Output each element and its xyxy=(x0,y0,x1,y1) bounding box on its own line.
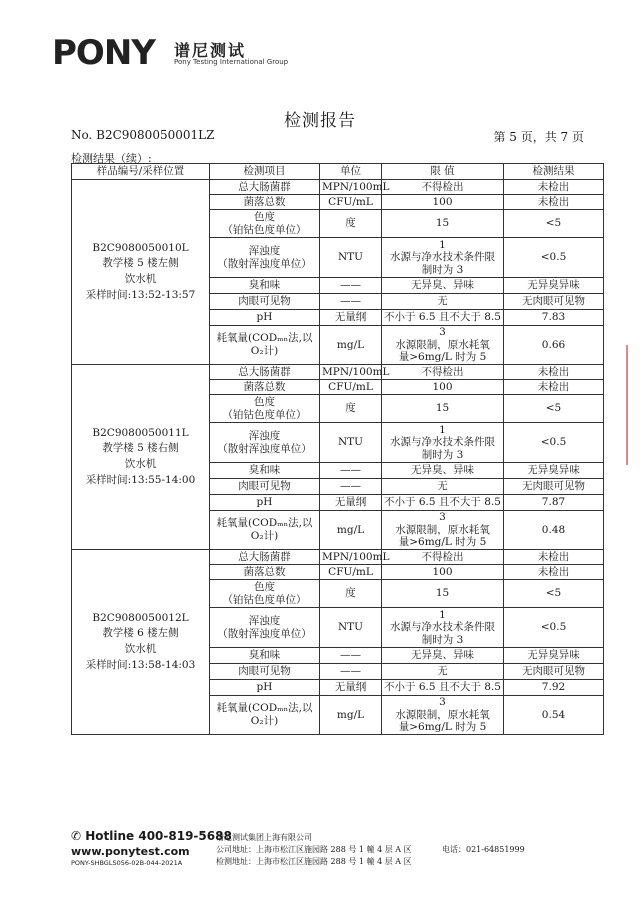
footer-company: 谱尼测试集团上海有限公司 xyxy=(216,833,312,842)
limit-cell xyxy=(382,495,504,511)
limit-cell-line: 100 xyxy=(432,565,453,578)
sample-cell xyxy=(72,180,210,365)
header-sample: 样品编号/采样位置 xyxy=(72,164,210,180)
sample-cell-line: B2C9080050012L xyxy=(92,611,189,624)
item-cell-line: 浑浊度 xyxy=(248,429,281,442)
item-cell-line: 臭和味 xyxy=(248,464,281,477)
header-result: 检测结果 xyxy=(504,164,604,180)
logo-company-en: Pony Testing International Group xyxy=(174,58,289,66)
results-label: 检测结果（续）: xyxy=(71,152,152,165)
item-cell xyxy=(210,463,320,479)
item-cell-line: 总大肠菌群 xyxy=(238,365,291,378)
limit-cell-line: 无 xyxy=(437,295,448,308)
limit-cell xyxy=(382,423,504,463)
limit-cell-line: 3 xyxy=(439,696,446,709)
limit-cell-line: 制时为 3 xyxy=(421,263,464,276)
result-cell: 未检出 xyxy=(504,550,604,565)
limit-cell-line: 3 xyxy=(439,326,446,339)
sample-cell-line: 教学楼 5 楼左侧 xyxy=(102,257,179,270)
table-row xyxy=(72,365,604,380)
item-cell-line: pH xyxy=(256,496,273,509)
limit-cell xyxy=(382,550,504,565)
item-cell-line: 臭和味 xyxy=(248,649,281,662)
limit-cell-line: 100 xyxy=(432,195,453,208)
item-cell xyxy=(210,238,320,278)
unit-cell: —— xyxy=(320,664,382,680)
limit-cell-line: 不小于 6.5 且不大于 8.5 xyxy=(384,496,501,509)
limit-cell xyxy=(382,310,504,326)
item-cell xyxy=(210,395,320,423)
item-cell-line: （散射浑浊度单位） xyxy=(217,257,312,270)
item-cell xyxy=(210,565,320,580)
unit-cell: —— xyxy=(320,278,382,294)
item-cell xyxy=(210,580,320,608)
item-cell xyxy=(210,664,320,680)
result-cell: <0.5 xyxy=(504,608,604,648)
limit-cell-line: 水源与净水技术条件限 xyxy=(390,621,495,634)
limit-cell xyxy=(382,238,504,278)
item-cell xyxy=(210,495,320,511)
sample-cell xyxy=(72,365,210,550)
unit-cell: —— xyxy=(320,648,382,664)
table-row xyxy=(72,550,604,565)
limit-cell-line: 1 xyxy=(439,238,446,251)
item-cell xyxy=(210,696,320,735)
sample-cell xyxy=(72,550,210,735)
limit-cell-line: 无异臭、异味 xyxy=(411,464,474,477)
result-cell: 7.87 xyxy=(504,495,604,511)
result-cell: <5 xyxy=(504,210,604,238)
item-cell xyxy=(210,680,320,696)
table-body xyxy=(72,180,604,735)
unit-cell: NTU xyxy=(320,608,382,648)
unit-cell: —— xyxy=(320,479,382,495)
item-cell-line: （散射浑浊度单位） xyxy=(217,442,312,455)
unit-cell: NTU xyxy=(320,423,382,463)
limit-cell xyxy=(382,326,504,365)
limit-cell xyxy=(382,696,504,735)
sample-cell-line: 教学楼 5 楼右侧 xyxy=(102,442,179,455)
result-cell: 无异臭异味 xyxy=(504,463,604,479)
limit-cell-line: 不小于 6.5 且不大于 8.5 xyxy=(384,681,501,694)
unit-cell: mg/L xyxy=(320,696,382,735)
limit-cell-line: 水源限制，原水耗氧 xyxy=(395,523,490,536)
item-cell-line: （铂钴色度单位） xyxy=(222,223,307,236)
item-cell xyxy=(210,648,320,664)
limit-cell xyxy=(382,278,504,294)
result-cell: 无肉眼可见物 xyxy=(504,294,604,310)
unit-cell: 无量纲 xyxy=(320,310,382,326)
result-cell: 无肉眼可见物 xyxy=(504,479,604,495)
limit-cell xyxy=(382,195,504,210)
item-cell-line: 总大肠菌群 xyxy=(238,550,291,563)
item-cell-line: O₂计) xyxy=(250,530,279,542)
footer-phone: 电话：021-64851999 xyxy=(442,845,525,854)
item-cell xyxy=(210,365,320,380)
footer-website[interactable]: www.ponytest.com xyxy=(71,845,190,858)
unit-cell: CFU/mL xyxy=(320,380,382,395)
item-cell xyxy=(210,278,320,294)
item-cell-line: pH xyxy=(256,681,273,694)
limit-cell-line: 量>6mg/L 时为 5 xyxy=(398,536,487,549)
limit-cell xyxy=(382,180,504,195)
result-cell: 无异臭异味 xyxy=(504,648,604,664)
limit-cell xyxy=(382,395,504,423)
item-cell-line: 耗氧量(CODₘₙ法,以 xyxy=(216,517,313,530)
unit-cell: MPN/100mL xyxy=(320,365,382,380)
limit-cell-line: 1 xyxy=(439,423,446,436)
item-cell-line: O₂计) xyxy=(250,715,279,727)
sample-cell-line: 教学楼 6 楼左侧 xyxy=(102,627,179,640)
item-cell-line: 色度 xyxy=(254,580,275,593)
item-cell-line: pH xyxy=(256,311,273,324)
limit-cell-line: 制时为 3 xyxy=(421,633,464,646)
unit-cell: —— xyxy=(320,463,382,479)
result-cell: 0.66 xyxy=(504,326,604,365)
sample-cell-line: 采样时间:13:52-13:57 xyxy=(85,288,196,301)
unit-cell: 度 xyxy=(320,580,382,608)
unit-cell: 度 xyxy=(320,210,382,238)
limit-cell xyxy=(382,294,504,310)
limit-cell-line: 不得检出 xyxy=(421,365,464,378)
limit-cell-line: 无异臭、异味 xyxy=(411,649,474,662)
item-cell xyxy=(210,180,320,195)
result-cell: 0.48 xyxy=(504,511,604,550)
limit-cell-line: 1 xyxy=(439,608,446,621)
item-cell-line: O₂计) xyxy=(250,345,279,357)
result-cell: 7.83 xyxy=(504,310,604,326)
unit-cell: CFU/mL xyxy=(320,195,382,210)
result-cell: <5 xyxy=(504,395,604,423)
item-cell xyxy=(210,195,320,210)
result-cell: 未检出 xyxy=(504,565,604,580)
item-cell-line: 臭和味 xyxy=(248,279,281,292)
limit-cell-line: 不得检出 xyxy=(421,180,464,193)
limit-cell-line: 水源限制，原水耗氧 xyxy=(395,338,490,351)
limit-cell-line: 水源与净水技术条件限 xyxy=(390,436,495,449)
item-cell-line: 肉眼可见物 xyxy=(238,295,291,308)
item-cell-line: （铂钴色度单位） xyxy=(222,408,307,421)
limit-cell xyxy=(382,380,504,395)
limit-cell xyxy=(382,210,504,238)
unit-cell: CFU/mL xyxy=(320,565,382,580)
unit-cell: 无量纲 xyxy=(320,680,382,696)
unit-cell: —— xyxy=(320,294,382,310)
item-cell xyxy=(210,511,320,550)
sample-cell-line: B2C9080050010L xyxy=(92,241,189,254)
limit-cell xyxy=(382,680,504,696)
limit-cell xyxy=(382,479,504,495)
footer-hotline: ✆ Hotline 400-819-5688 xyxy=(71,829,232,843)
item-cell xyxy=(210,310,320,326)
limit-cell-line: 无异臭、异味 xyxy=(411,279,474,292)
result-cell: <0.5 xyxy=(504,238,604,278)
sample-cell-line: 饮水机 xyxy=(124,273,157,285)
limit-cell-line: 水源与净水技术条件限 xyxy=(390,251,495,264)
sample-cell-line: 采样时间:13:55-14:00 xyxy=(85,473,196,486)
result-cell: 未检出 xyxy=(504,380,604,395)
item-cell-line: 肉眼可见物 xyxy=(238,480,291,493)
limit-cell-line: 不得检出 xyxy=(421,550,464,563)
limit-cell-line: 15 xyxy=(435,587,450,600)
item-cell-line: 菌落总数 xyxy=(243,565,286,578)
item-cell xyxy=(210,294,320,310)
result-cell: 未检出 xyxy=(504,180,604,195)
limit-cell-line: 15 xyxy=(435,217,450,230)
result-cell: 0.54 xyxy=(504,696,604,735)
unit-cell: MPN/100mL xyxy=(320,180,382,195)
sample-cell-line: B2C9080050011L xyxy=(92,426,189,439)
limit-cell xyxy=(382,608,504,648)
limit-cell xyxy=(382,365,504,380)
item-cell-line: （铂钴色度单位） xyxy=(222,593,307,606)
limit-cell xyxy=(382,664,504,680)
header-item: 检测项目 xyxy=(210,164,320,180)
result-cell: 无肉眼可见物 xyxy=(504,664,604,680)
item-cell-line: 浑浊度 xyxy=(248,614,281,627)
limit-cell-line: 3 xyxy=(439,511,446,524)
limit-cell xyxy=(382,511,504,550)
table-row xyxy=(72,180,604,195)
logo-wordmark: PONY xyxy=(52,33,155,73)
unit-cell: 无量纲 xyxy=(320,495,382,511)
item-cell xyxy=(210,380,320,395)
item-cell xyxy=(210,608,320,648)
result-cell: <5 xyxy=(504,580,604,608)
limit-cell xyxy=(382,648,504,664)
item-cell-line: 耗氧量(CODₘₙ法,以 xyxy=(216,332,313,345)
footer-company-address: 公司地址：上海市松江区施园路 288 号 1 幢 4 层 A 区 xyxy=(216,845,412,854)
limit-cell-line: 无 xyxy=(437,665,448,678)
unit-cell: NTU xyxy=(320,238,382,278)
header-limit: 限 值 xyxy=(382,164,504,180)
result-cell: 无异臭异味 xyxy=(504,278,604,294)
seal-stamp-edge xyxy=(626,345,636,465)
limit-cell-line: 量>6mg/L 时为 5 xyxy=(398,721,487,734)
item-cell xyxy=(210,210,320,238)
header-unit: 单位 xyxy=(320,164,382,180)
unit-cell: MPN/100mL xyxy=(320,550,382,565)
limit-cell-line: 100 xyxy=(432,380,453,393)
item-cell-line: 耗氧量(CODₘₙ法,以 xyxy=(216,702,313,715)
limit-cell xyxy=(382,565,504,580)
item-cell-line: 浑浊度 xyxy=(248,244,281,257)
item-cell-line: （散射浑浊度单位） xyxy=(217,627,312,640)
item-cell-line: 菌落总数 xyxy=(243,195,286,208)
item-cell-line: 总大肠菌群 xyxy=(238,180,291,193)
table-header-row xyxy=(72,164,604,180)
result-cell: <0.5 xyxy=(504,423,604,463)
report-title: 检测报告 xyxy=(284,111,356,131)
limit-cell xyxy=(382,580,504,608)
sample-cell-line: 饮水机 xyxy=(124,643,157,655)
result-cell: 未检出 xyxy=(504,195,604,210)
result-cell: 7.92 xyxy=(504,680,604,696)
sample-cell-line: 采样时间:13:58-14:03 xyxy=(85,658,196,671)
report-number: No. B2C9080050001LZ xyxy=(71,128,215,142)
item-cell-line: 色度 xyxy=(254,210,275,223)
footer-test-address: 检测地址：上海市松江区施园路 288 号 1 幢 4 层 A 区 xyxy=(216,857,412,866)
unit-cell: mg/L xyxy=(320,326,382,365)
results-table xyxy=(71,163,604,735)
limit-cell-line: 量>6mg/L 时为 5 xyxy=(398,351,487,364)
limit-cell-line: 不小于 6.5 且不大于 8.5 xyxy=(384,311,501,324)
sample-cell-line: 饮水机 xyxy=(124,458,157,470)
limit-cell-line: 制时为 3 xyxy=(421,448,464,461)
item-cell xyxy=(210,423,320,463)
page-number: 第 5 页，共 7 页 xyxy=(493,130,584,144)
item-cell xyxy=(210,550,320,565)
limit-cell-line: 无 xyxy=(437,480,448,493)
limit-cell-line: 水源限制，原水耗氧 xyxy=(395,708,490,721)
item-cell-line: 肉眼可见物 xyxy=(238,665,291,678)
item-cell xyxy=(210,326,320,365)
item-cell-line: 色度 xyxy=(254,395,275,408)
item-cell xyxy=(210,479,320,495)
logo-company-cn: 谱尼测试 xyxy=(174,41,247,60)
result-cell: 未检出 xyxy=(504,365,604,380)
limit-cell xyxy=(382,463,504,479)
unit-cell: mg/L xyxy=(320,511,382,550)
item-cell-line: 菌落总数 xyxy=(243,380,286,393)
unit-cell: 度 xyxy=(320,395,382,423)
footer-doc-code: PONY-SHBGLS056-02B-044-2021A xyxy=(71,859,183,867)
limit-cell-line: 15 xyxy=(435,402,450,415)
